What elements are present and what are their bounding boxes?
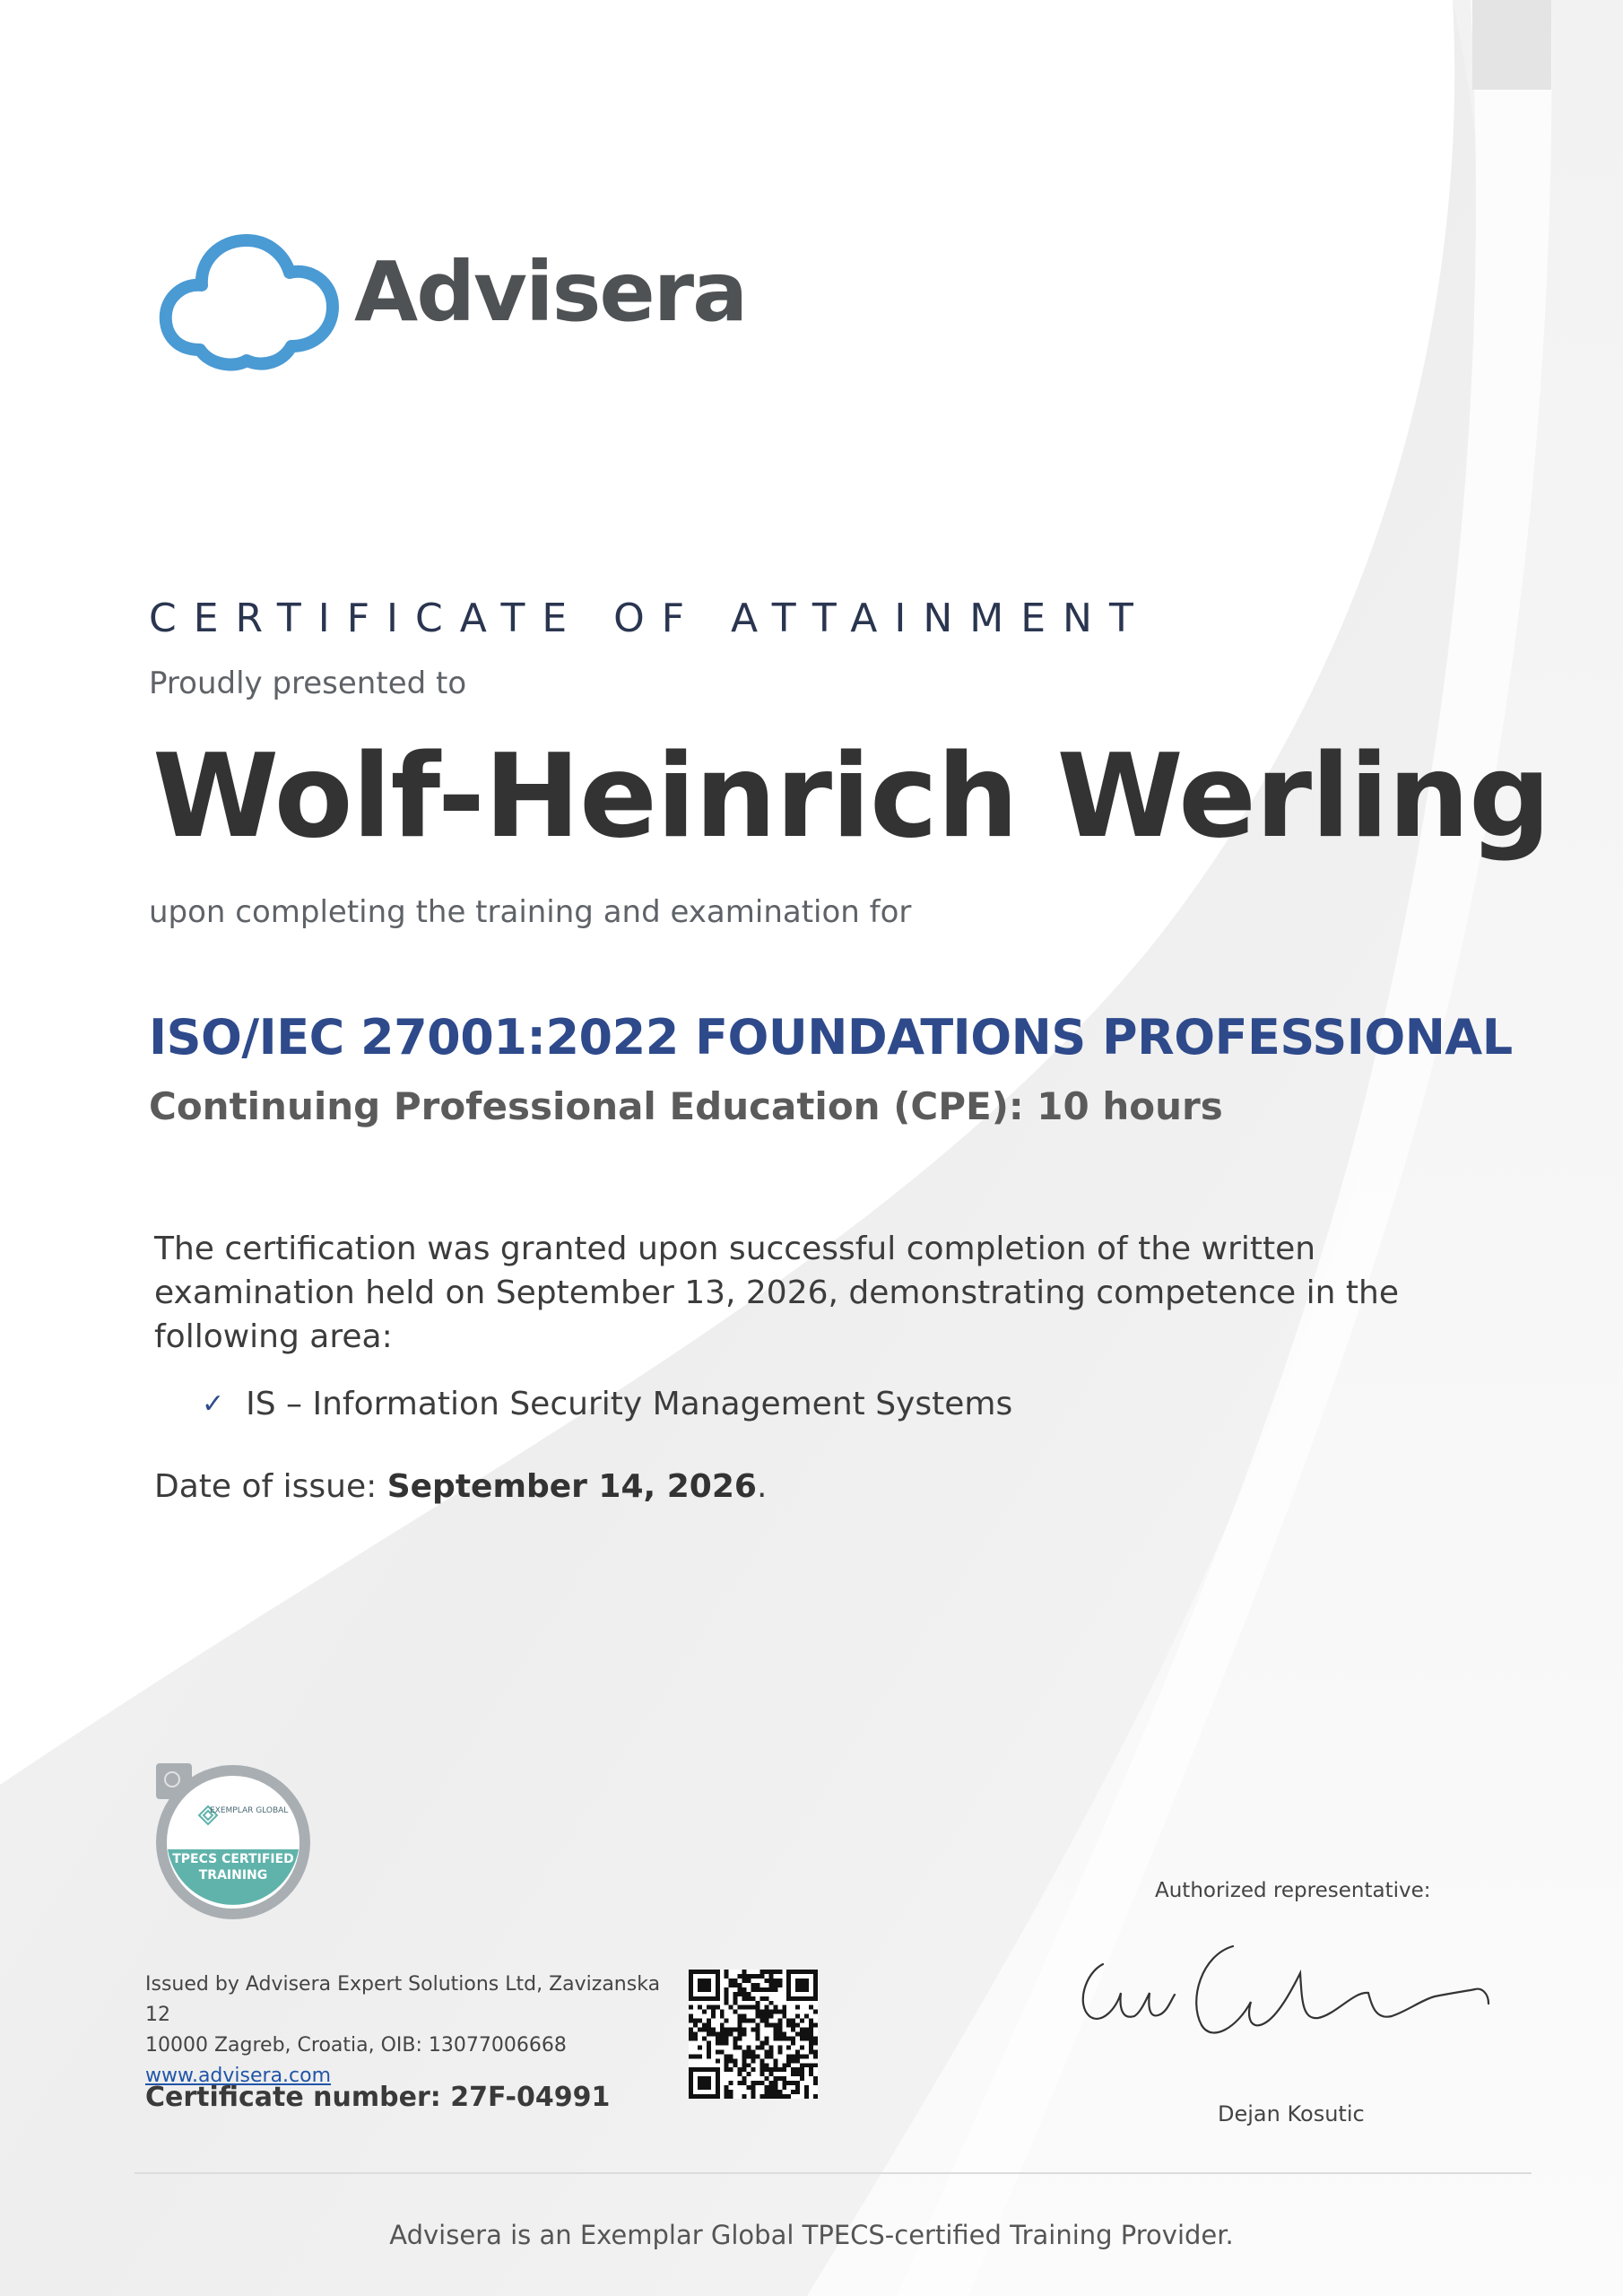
recipient-name: Wolf-Heinrich Werling (152, 730, 1550, 864)
website-link[interactable]: www.advisera.com (145, 2065, 332, 2087)
date-of-issue (154, 1468, 768, 1505)
issuer-line1: Issued by Advisera Expert Solutions Ltd, Zavizanska 12 (145, 1973, 661, 2026)
authorized-representative-label: Authorized representative: (1155, 1879, 1431, 1902)
signer-name: Dejan Kosutic (1218, 2101, 1365, 2126)
tpecs-badge (154, 1761, 312, 1919)
course-title: ISO/IEC 27001:2022 FOUNDATIONS PROFESSIONAL (149, 1009, 1513, 1065)
badge-line1: TPECS CERTIFIED (172, 1852, 294, 1866)
badge-label (154, 1851, 312, 1883)
upon-completing-label: upon completing the training and examination for (149, 894, 912, 930)
issue-date: September 14, 2026 (386, 1468, 757, 1505)
cpe-hours: Continuing Professional Education (CPE): 10 hours (149, 1084, 1223, 1128)
issue-suffix: . (756, 1468, 768, 1505)
certificate-title: CERTIFICATE OF ATTAINMENT (149, 596, 1150, 641)
logo-wordmark: Advisera (354, 244, 747, 340)
certificate-number: Certificate number: 27F-04991 (145, 2082, 611, 2113)
cloud-icon (157, 224, 345, 377)
competence-area-label: IS – Information Security Management Systems (246, 1386, 1013, 1422)
issuer-details (145, 1970, 683, 2092)
advisera-logo (157, 224, 747, 377)
badge-line2: TRAINING (198, 1868, 268, 1883)
presented-to-label: Proudly presented to (149, 665, 467, 701)
certification-description: The certification was granted upon successful completion of the written examination held on September 13, 2026, demonstrating competence in the following area: (154, 1231, 1399, 1355)
badge-org: EXEMPLAR GLOBAL (210, 1806, 289, 1815)
qr-code[interactable] (689, 1970, 818, 2099)
footer-divider (135, 2172, 1532, 2174)
badge-emblem-icon (154, 1761, 312, 1919)
issue-label: Date of issue: (154, 1468, 378, 1505)
competence-area-item (202, 1388, 1012, 1421)
check-icon: ✓ (202, 1388, 225, 1420)
signature-image (1067, 1937, 1515, 2045)
issuer-line2: 10000 Zagreb, Croatia, OIB: 13077006668 (145, 2034, 567, 2057)
footer-note: Advisera is an Exemplar Global TPECS-certified Training Provider. (389, 2220, 1234, 2250)
